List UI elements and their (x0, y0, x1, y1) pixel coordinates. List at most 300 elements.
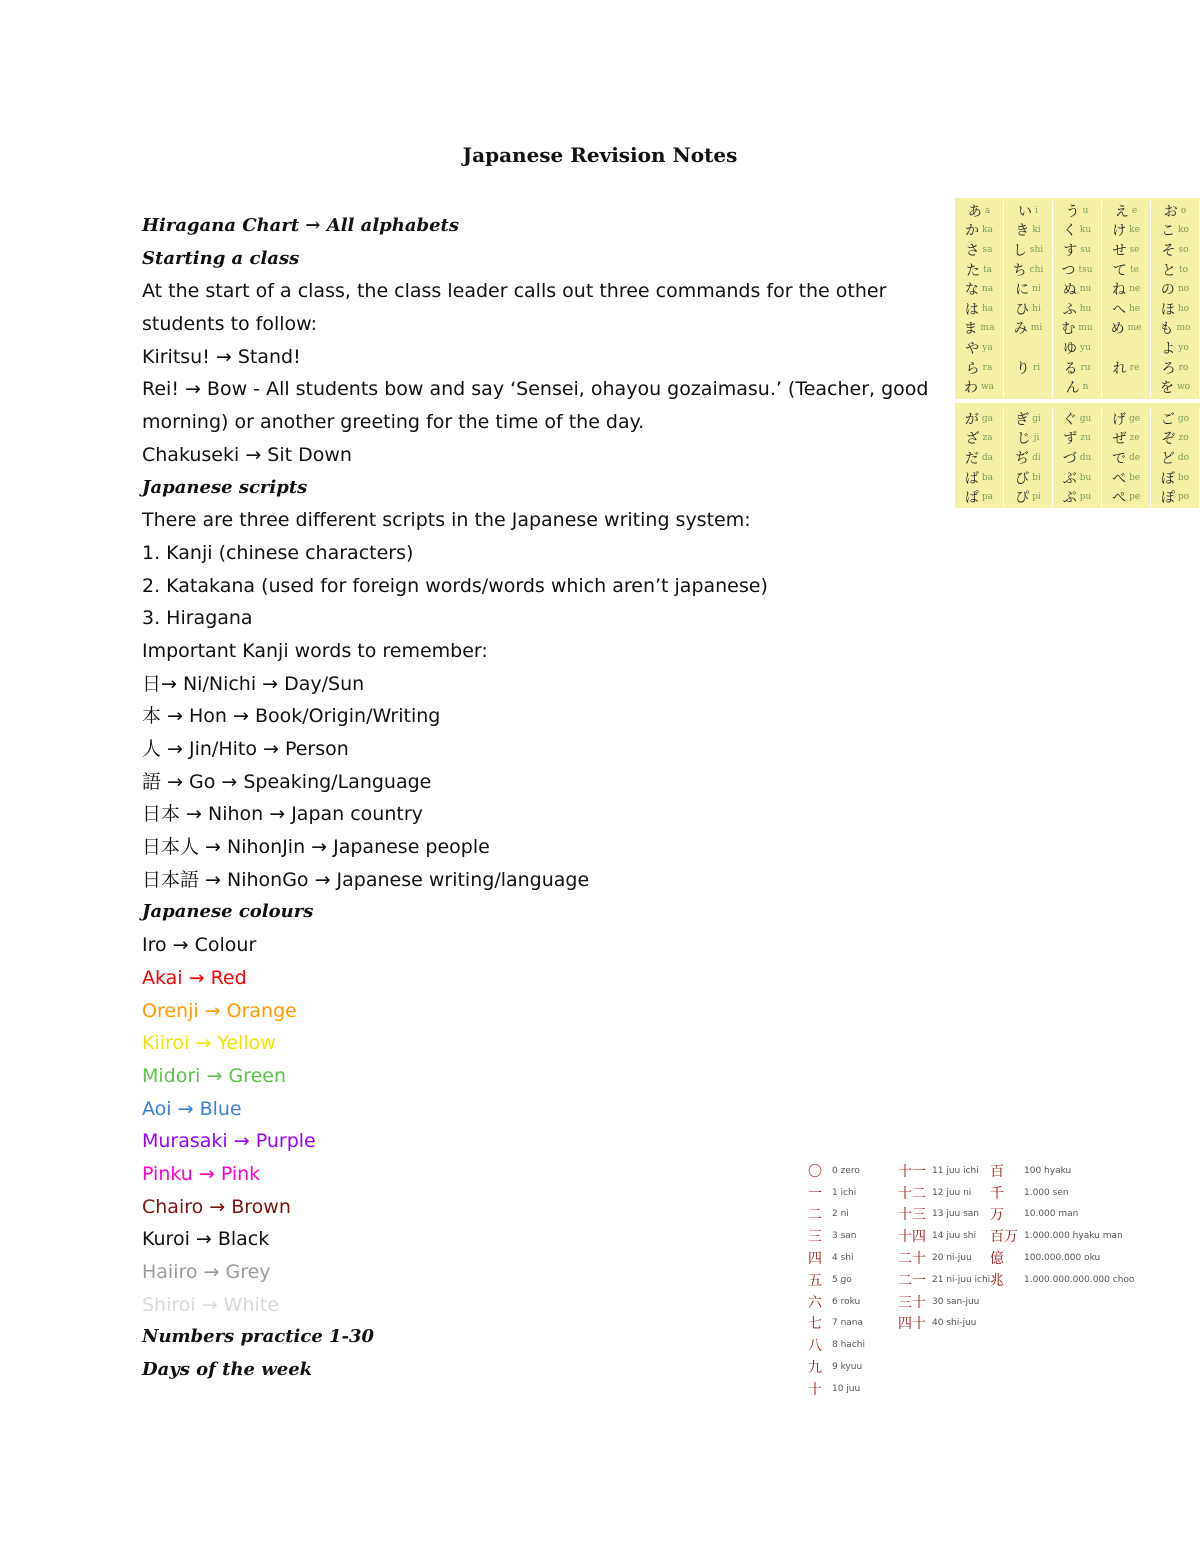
numbers-chart (808, 1160, 1168, 1400)
number-item (898, 1313, 990, 1335)
kana-romaji: to (1178, 264, 1189, 275)
kana-char: ぬ (1062, 282, 1077, 299)
kana-cell (1102, 240, 1151, 260)
number-reading: 11 juu ichi (932, 1165, 979, 1176)
kana-romaji: ko (1178, 225, 1189, 236)
kana-char: が (964, 411, 979, 428)
number-kanji: 六 (808, 1294, 822, 1311)
kana-char: げ (1111, 411, 1126, 428)
kana-cell (1151, 429, 1200, 449)
kana-romaji: bu (1079, 472, 1092, 483)
kana-romaji: mo (1176, 323, 1191, 334)
kana-char: ば (964, 470, 979, 487)
kana-romaji: hu (1079, 303, 1092, 314)
number-item (898, 1204, 990, 1226)
kana-romaji: pi (1032, 492, 1041, 503)
number-reading: 7 nana (832, 1318, 864, 1329)
kana-romaji: be (1128, 472, 1141, 483)
kana-romaji: chi (1029, 264, 1044, 275)
kana-romaji: shi (1029, 244, 1044, 255)
number-item (990, 1204, 1134, 1226)
number-item (808, 1334, 865, 1356)
number-kanji: 八 (808, 1338, 822, 1355)
kana-romaji: mi (1030, 323, 1043, 334)
kana-cell (1004, 240, 1053, 260)
kana-cell (1004, 221, 1053, 241)
kana-cell (1053, 338, 1102, 358)
text-line: 日本 → Nihon → Japan country (142, 803, 423, 826)
text-line: morning) or another greeting for the time of the day. (142, 411, 645, 434)
kana-char: や (965, 340, 980, 357)
number-item (990, 1247, 1134, 1269)
kana-cell (955, 377, 1004, 397)
kana-cell (1151, 468, 1200, 488)
text-line: Rei! → Bow - All students bow and say ‘Sensei, ohayou gozaimasu.’ (Teacher, good (142, 378, 929, 401)
number-reading: 1 ichi (832, 1187, 857, 1198)
kana-cell (1151, 487, 1200, 507)
kana-char: れ (1112, 360, 1127, 377)
kana-romaji: ha (981, 303, 994, 314)
number-reading: 1.000.000.000.000 choo (1024, 1274, 1135, 1285)
kana-char: だ (964, 450, 979, 467)
kana-char: ほ (1160, 301, 1175, 318)
kana-romaji: ka (982, 225, 993, 236)
kana-char: く (1062, 223, 1077, 240)
kana-romaji: e (1131, 205, 1138, 216)
kana-cell (1102, 221, 1151, 241)
kana-romaji: ji (1033, 433, 1040, 444)
number-reading: 14 juu shi (932, 1231, 976, 1242)
text-line: Haiiro → Grey (142, 1261, 271, 1283)
kana-romaji: no (1177, 284, 1190, 295)
text-line: Akai → Red (142, 966, 247, 989)
kana-char: い (1018, 203, 1033, 220)
kana-char: み (1013, 321, 1028, 338)
kana-char: ざ (965, 431, 980, 448)
kana-romaji: yu (1080, 342, 1091, 353)
kana-cell (1004, 358, 1053, 378)
kana-char: つ (1061, 262, 1076, 279)
kana-cell (955, 240, 1004, 260)
kana-romaji: gi (1032, 413, 1041, 424)
kana-char: り (1015, 360, 1030, 377)
text-line: 3. Hiragana (142, 607, 253, 630)
kana-cell (1053, 279, 1102, 299)
kana-char: て (1113, 262, 1128, 279)
number-kanji: 九 (808, 1360, 822, 1377)
number-item (808, 1247, 865, 1269)
kana-romaji: mu (1078, 323, 1093, 334)
kana-romaji: me (1127, 323, 1142, 334)
kana-romaji: po (1177, 492, 1190, 503)
kana-romaji: ma (980, 323, 995, 334)
kana-char: ぎ (1015, 411, 1030, 428)
text-line: Chairo → Brown (142, 1195, 291, 1218)
kana-cell (1102, 299, 1151, 319)
kana-char: ぐ (1062, 411, 1077, 428)
kana-cell (955, 319, 1004, 339)
kana-char: ろ (1161, 360, 1176, 377)
kana-cell (955, 358, 1004, 378)
number-kanji: 百万 (990, 1229, 1018, 1246)
number-kanji: 五 (808, 1272, 822, 1289)
number-kanji: 七 (808, 1316, 822, 1333)
kana-cell (1151, 448, 1200, 468)
kana-char: と (1161, 262, 1176, 279)
number-kanji: 十一 (898, 1163, 926, 1180)
kana-cell (1053, 260, 1102, 280)
text-line: Important Kanji words to remember: (142, 639, 488, 662)
kana-romaji: ku (1079, 225, 1092, 236)
kana-romaji: ri (1032, 362, 1041, 373)
kana-char: ら (965, 360, 980, 377)
text-line: Kuroi → Black (142, 1228, 270, 1251)
number-item (990, 1182, 1134, 1204)
kana-romaji: he (1128, 303, 1141, 314)
number-kanji: 二十 (898, 1251, 926, 1268)
text-line: 人 → Jin/Hito → Person (142, 738, 349, 760)
kana-cell (1053, 468, 1102, 488)
kana-romaji: so (1178, 244, 1189, 255)
kana-char: ぼ (1160, 470, 1175, 487)
numbers-column (990, 1160, 1134, 1291)
kana-cell (1053, 429, 1102, 449)
number-reading: 0 zero (832, 1165, 860, 1176)
faint-mark (1085, 1388, 1087, 1395)
kana-cell (1102, 487, 1151, 507)
kana-cell (955, 299, 1004, 319)
kana-romaji: ke (1129, 225, 1140, 236)
kana-cell (1151, 319, 1200, 339)
kana-romaji: zo (1178, 433, 1189, 444)
kana-romaji: pa (981, 492, 994, 503)
kana-cell (1004, 409, 1053, 429)
text-line: Kiritsu! → Stand! (142, 345, 301, 368)
kana-char: せ (1112, 242, 1127, 259)
kana-char: る (1063, 360, 1078, 377)
text-line: 2. Katakana (used for foreign words/words which aren’t japanese) (142, 574, 768, 597)
number-reading: 8 hachi (832, 1340, 865, 1351)
kana-char: ふ (1062, 301, 1077, 318)
kana-cell (1004, 448, 1053, 468)
kana-char: ま (963, 321, 978, 338)
kana-char: ず (1063, 431, 1078, 448)
kana-cell (1102, 377, 1151, 397)
section-heading: Days of the week (142, 1359, 313, 1381)
kana-char: も (1159, 321, 1174, 338)
kana-cell (955, 429, 1004, 449)
kana-romaji: de (1128, 452, 1141, 463)
number-item (808, 1204, 865, 1226)
hiragana-voiced-grid (955, 403, 1200, 507)
number-reading: 100.000.000 oku (1024, 1253, 1101, 1264)
kana-char: ね (1111, 282, 1126, 299)
kana-cell (1102, 429, 1151, 449)
kana-char: ご (1160, 411, 1175, 428)
kana-cell (1151, 358, 1200, 378)
text-line: Aoi → Blue (142, 1097, 242, 1120)
kana-cell (1004, 377, 1053, 397)
kana-romaji: ni (1032, 284, 1041, 295)
kana-cell (1151, 279, 1200, 299)
kana-cell (1102, 319, 1151, 339)
number-item (808, 1225, 865, 1247)
kana-char: な (964, 282, 979, 299)
number-reading: 100 hyaku (1024, 1165, 1072, 1176)
kana-cell (1151, 260, 1200, 280)
kana-romaji: di (1032, 452, 1041, 463)
number-kanji: 二一 (898, 1272, 926, 1289)
text-line: 日本語 → NihonGo → Japanese writing/language (142, 868, 590, 891)
number-item (898, 1291, 990, 1313)
number-kanji: 二 (808, 1207, 822, 1224)
kana-cell (1053, 319, 1102, 339)
kana-char: す (1063, 242, 1078, 259)
text-line: Orenji → Orange (142, 999, 297, 1022)
number-item (808, 1313, 865, 1335)
number-item (808, 1378, 865, 1400)
kana-char: へ (1111, 301, 1126, 318)
kana-romaji: ze (1129, 433, 1140, 444)
kana-romaji: re (1129, 362, 1140, 373)
kana-romaji: ra (982, 362, 993, 373)
number-item (808, 1160, 865, 1182)
number-reading: 40 shi-juu (932, 1318, 977, 1329)
kana-char: よ (1161, 340, 1176, 357)
kana-romaji: ga (981, 413, 994, 424)
number-kanji: 四 (808, 1251, 822, 1268)
number-kanji: 十三 (898, 1207, 926, 1224)
number-reading: 6 roku (832, 1296, 861, 1307)
kana-romaji: u (1082, 205, 1089, 216)
numbers-column (808, 1160, 865, 1400)
kana-cell (1102, 201, 1151, 221)
section-heading: Japanese colours (142, 901, 314, 923)
number-item (898, 1160, 990, 1182)
number-kanji: 十二 (898, 1185, 926, 1202)
kana-cell (1151, 338, 1200, 358)
kana-romaji: za (982, 433, 993, 444)
number-reading: 2 ni (832, 1209, 849, 1220)
kana-char: で (1111, 450, 1126, 467)
number-reading: 10.000 man (1024, 1209, 1079, 1220)
kana-char: ぱ (964, 490, 979, 507)
kana-char: ひ (1015, 301, 1030, 318)
number-kanji: 億 (990, 1251, 1004, 1268)
number-kanji: 三十 (898, 1294, 926, 1311)
kana-romaji: o (1180, 205, 1187, 216)
number-reading: 21 ni-juu ichi (932, 1274, 991, 1285)
kana-cell (1053, 448, 1102, 468)
kana-char: び (1015, 470, 1030, 487)
kana-cell (955, 468, 1004, 488)
number-item (898, 1182, 990, 1204)
kana-char: ぶ (1062, 470, 1077, 487)
number-kanji: 〇 (808, 1163, 822, 1180)
number-reading: 1.000 sen (1024, 1187, 1069, 1198)
number-reading: 3 san (832, 1231, 857, 1242)
text-line: Kiiroi → Yellow (142, 1032, 276, 1055)
kana-cell (1102, 358, 1151, 378)
number-item (898, 1225, 990, 1247)
kana-cell (955, 260, 1004, 280)
kana-romaji: ya (982, 342, 993, 353)
kana-cell (1151, 299, 1200, 319)
text-line: Midori → Green (142, 1064, 286, 1087)
kana-romaji: du (1079, 452, 1092, 463)
number-kanji: 三 (808, 1229, 822, 1246)
number-item (990, 1160, 1134, 1182)
number-reading: 4 shi (832, 1253, 854, 1264)
kana-cell (955, 338, 1004, 358)
kana-romaji: pu (1079, 492, 1092, 503)
kana-romaji: n (1082, 382, 1089, 393)
number-reading: 13 juu san (932, 1209, 979, 1220)
kana-romaji: wo (1176, 382, 1191, 393)
kana-cell (1004, 260, 1053, 280)
number-reading: 12 juu ni (932, 1187, 972, 1198)
section-heading: Starting a class (142, 247, 300, 269)
kana-romaji: na (981, 284, 994, 295)
kana-cell (1004, 338, 1053, 358)
number-item (990, 1225, 1134, 1247)
number-kanji: 十四 (898, 1229, 926, 1246)
kana-char: ぴ (1015, 490, 1030, 507)
kana-char: た (966, 262, 980, 279)
kana-cell (1053, 240, 1102, 260)
kana-romaji: da (981, 452, 994, 463)
kana-cell (1004, 319, 1053, 339)
kana-char: き (1015, 223, 1030, 240)
kana-char: さ (965, 242, 980, 259)
text-line: Iro → Colour (142, 934, 257, 957)
kana-romaji: hi (1032, 303, 1041, 314)
kana-char: ん (1065, 380, 1080, 397)
kana-cell (1151, 377, 1200, 397)
text-line: 1. Kanji (chinese characters) (142, 541, 414, 564)
kana-cell (1102, 448, 1151, 468)
number-reading: 9 kyuu (832, 1362, 863, 1373)
kana-char: め (1110, 321, 1125, 338)
number-kanji: 十 (808, 1381, 822, 1398)
kana-cell (955, 279, 1004, 299)
kana-romaji: ba (981, 472, 994, 483)
number-reading: 1.000.000 hyaku man (1024, 1231, 1123, 1242)
kana-char: そ (1161, 242, 1176, 259)
kana-romaji: ho (1177, 303, 1190, 314)
kana-char: を (1159, 380, 1174, 397)
text-line: There are three different scripts in the Japanese writing system: (142, 509, 751, 532)
kana-romaji: i (1035, 205, 1038, 216)
text-line: 本 → Hon → Book/Origin/Writing (142, 705, 441, 728)
kana-cell (1102, 468, 1151, 488)
kana-romaji: pe (1128, 492, 1141, 503)
number-reading: 20 ni-juu (932, 1253, 972, 1264)
kana-cell (1151, 409, 1200, 429)
kana-char: の (1160, 282, 1175, 299)
number-kanji: 兆 (990, 1272, 1004, 1289)
kana-romaji: ro (1178, 362, 1189, 373)
kana-cell (1053, 299, 1102, 319)
kana-romaji: bi (1032, 472, 1041, 483)
kana-romaji: su (1080, 244, 1091, 255)
kana-cell (1053, 409, 1102, 429)
kana-char: ぺ (1111, 490, 1126, 507)
kana-romaji: wa (980, 382, 995, 393)
kana-romaji: ge (1128, 413, 1141, 424)
number-kanji: 一 (808, 1185, 822, 1202)
kana-cell (1004, 299, 1053, 319)
kana-romaji: sa (982, 244, 993, 255)
kana-char: け (1112, 223, 1127, 240)
text-line: Murasaki → Purple (142, 1130, 316, 1153)
kana-char: ぽ (1160, 490, 1175, 507)
number-kanji: 百 (990, 1163, 1004, 1180)
kana-cell (955, 487, 1004, 507)
kana-char: ゆ (1063, 340, 1078, 357)
number-reading: 5 go (832, 1274, 852, 1285)
section-heading: Numbers practice 1-30 (142, 1326, 375, 1348)
kana-cell (1004, 429, 1053, 449)
kana-cell (955, 448, 1004, 468)
section-heading: Japanese scripts (142, 476, 308, 498)
kana-char: ぜ (1112, 431, 1127, 448)
kana-char: ど (1160, 450, 1175, 467)
kana-char: づ (1062, 450, 1077, 467)
number-kanji: 千 (990, 1185, 1004, 1202)
kana-char: こ (1161, 223, 1176, 240)
kana-cell (1053, 221, 1102, 241)
kana-cell (1004, 201, 1053, 221)
kana-romaji: gu (1079, 413, 1092, 424)
kana-char: ち (1012, 262, 1027, 279)
kana-char: わ (963, 380, 978, 397)
kana-cell (1004, 279, 1053, 299)
kana-romaji: a (984, 205, 991, 216)
text-line: 日→ Ni/Nichi → Day/Sun (142, 672, 365, 695)
hiragana-basic-grid (955, 198, 1200, 397)
kana-romaji: ta (983, 264, 992, 275)
kana-romaji: se (1129, 244, 1140, 255)
kana-romaji: te (1130, 264, 1139, 275)
number-item (898, 1269, 990, 1291)
text-line: 日本人 → NihonJin → Japanese people (142, 836, 490, 859)
kana-char: ぢ (1015, 450, 1030, 467)
number-kanji: 万 (990, 1207, 1004, 1224)
kana-char: あ (967, 203, 982, 220)
number-kanji: 四十 (898, 1316, 926, 1333)
notes-body (142, 210, 929, 1387)
kana-cell (1102, 338, 1151, 358)
kana-romaji: ru (1080, 362, 1091, 373)
kana-romaji: do (1177, 452, 1190, 463)
number-reading: 30 san-juu (932, 1296, 980, 1307)
section-heading: Hiragana Chart → All alphabets (142, 215, 459, 236)
kana-romaji: tsu (1078, 264, 1093, 275)
kana-cell (1004, 487, 1053, 507)
kana-cell (1151, 221, 1200, 241)
kana-romaji: go (1177, 413, 1190, 424)
kana-romaji: zu (1080, 433, 1091, 444)
kana-cell (955, 409, 1004, 429)
kana-cell (1102, 279, 1151, 299)
kana-romaji: ki (1032, 225, 1041, 236)
kana-cell (1053, 201, 1102, 221)
kana-cell (955, 201, 1004, 221)
number-item (808, 1356, 865, 1378)
kana-char: う (1065, 203, 1080, 220)
number-reading: 10 juu (832, 1383, 861, 1394)
